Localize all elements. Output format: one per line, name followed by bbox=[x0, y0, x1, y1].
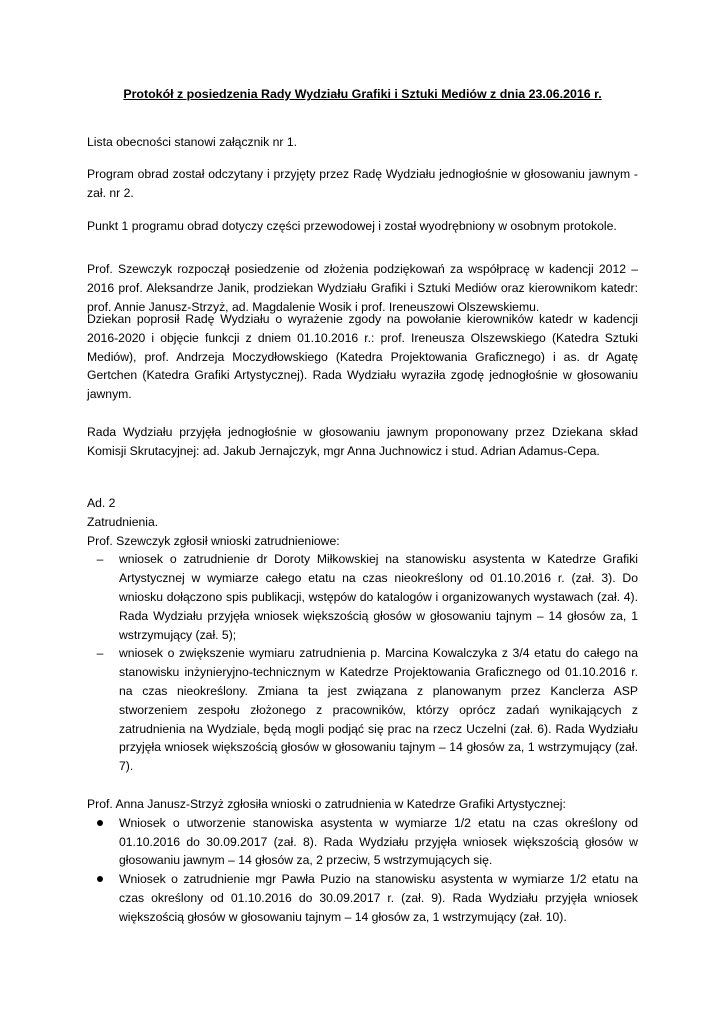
dash-marker: – bbox=[96, 552, 104, 567]
committee-paragraph: Rada Wydziału przyjęła jednogłośnie w głosowaniu jawnym proponowany przez Dziekana skład Komisji Skrutacyjnej: ad. Jakub Jernajczyk, mgr Anna Juchnowicz i stud. Adrian Adamus-Cepa. bbox=[87, 425, 638, 458]
ad2-intro: Prof. Szewczyk zgłosił wnioski zatrudnieniowe: bbox=[87, 533, 340, 548]
ad2-subheading: Zatrudnienia. bbox=[87, 514, 159, 529]
list-item-text: wniosek o zatrudnienie dr Doroty Miłkowskiej na stanowisku asystenta w Katedrze Grafiki Artystycznej w wymiarze całego etatu na czas nieokreślony od 01.10.2016 r. (zał. 3). Do wniosku dołączono spis publikacji, wstępów do katalogów i organizowanych wystawach (zał. 4). Rada Wydziału przyjęła wniosek większością głosów w głosowaniu tajnym – 14 głosów za, 1 wstrzymujący (zał. 5); bbox=[119, 552, 638, 642]
agenda-paragraph: Program obrad został odczytany i przyjęty przez Radę Wydziału jednogłośnie w głosowaniu jawnym - zał. nr 2. bbox=[87, 167, 638, 200]
point-one-paragraph: Punkt 1 programu obrad dotyczy części przewodowej i został wyodrębniony w osobnym protokole. bbox=[87, 219, 617, 233]
anna-section bbox=[87, 795, 638, 927]
list-item-text: Wniosek o zatrudnienie mgr Pawła Puzio na stanowisku asystenta w wymiarze 1/2 etatu na czas określony od 01.10.2016 do 30.09.2017 r. (zał. 9). Rada Wydziału przyjęła wniosek większością głosów w głosowaniu tajnym – 14 głosów za, 1 wstrzymujący (zał. 10). bbox=[119, 872, 638, 924]
bullet-list bbox=[87, 814, 638, 927]
document-title: Protokół z posiedzenia Rady Wydziału Grafiki i Sztuki Mediów z dnia 23.06.2016 r. bbox=[123, 87, 602, 101]
ad2-heading: Ad. 2 bbox=[87, 496, 116, 510]
bullet-icon bbox=[93, 814, 107, 833]
list-item bbox=[87, 644, 638, 776]
list-item-text: wniosek o zwiększenie wymiaru zatrudnienia p. Marcina Kowalczyka z 3/4 etatu do całego na stanowisku inżynieryjno-technicznym w Katedrze Projektowania Graficznego od 01.10.2016 r. na czas nieokreślony. Zmiana ta jest związana z planowanym przez Kanclerza ASP stworzeniem zespołu złożonego z pracowników, którzy oprócz zadań wynikających z zatrudnienia na Wydziale, będą mogli podjąć się prac na rzecz Uczelni (zał. 6). Rada Wydziału przyjęła wniosek większością głosów w głosowaniu tajnym – 14 głosów za, 1 wstrzymujący (zał. 7). bbox=[119, 646, 638, 774]
list-item bbox=[87, 870, 638, 926]
thanks-paragraph: Prof. Szewczyk rozpoczął posiedzenie od złożenia podziękowań za współpracę w kadencji 2012 – 2016 prof. Aleksandrze Janik, prodziekan Wydziału Grafiki i Sztuki Mediów oraz kierownikom katedr: prof. Annie Janusz-Strzyż, ad. Magdalenie Wosik i prof. Ireneuszowi Olszewskiemu. bbox=[87, 262, 638, 314]
list-item bbox=[87, 550, 638, 644]
dash-marker: – bbox=[96, 646, 104, 661]
attendance-paragraph: Lista obecności stanowi załącznik nr 1. bbox=[87, 135, 298, 149]
department-heads-paragraph: Dziekan poprosił Radę Wydziału o wyrażenie zgody na powołanie kierowników katedr w kadencji 2016-2020 i objęcie funkcji z dniem 01.10.2016 r.: prof. Ireneusza Olszewskiego (Katedra Sztuki Mediów), prof. Andrzeja Moczydłowskiego (Katedra Projektowania Graficznego) i as. dr Agatę Gertchen (Katedra Grafiki Artystycznej). Rada Wydziału wyraziła zgodę jednogłośnie w głosowaniu jawnym. bbox=[87, 312, 638, 402]
list-item bbox=[87, 814, 638, 870]
anna-intro: Prof. Anna Janusz-Strzyż zgłosiła wnioski o zatrudnienia w Katedrze Grafiki Artystycznej: bbox=[87, 797, 566, 811]
bullet-icon bbox=[93, 870, 107, 889]
list-item-text: Wniosek o utworzenie stanowiska asystenta w wymiarze 1/2 etatu na czas określony od 01.10.2016 do 30.09.2017 (zał. 8). Rada Wydziału przyjęła wniosek większością głosów w głosowaniu jawnym – 14 głosów za, 2 przeciw, 5 wstrzymujących się. bbox=[119, 815, 638, 868]
dash-list bbox=[87, 550, 638, 776]
ad2-section bbox=[87, 494, 638, 776]
